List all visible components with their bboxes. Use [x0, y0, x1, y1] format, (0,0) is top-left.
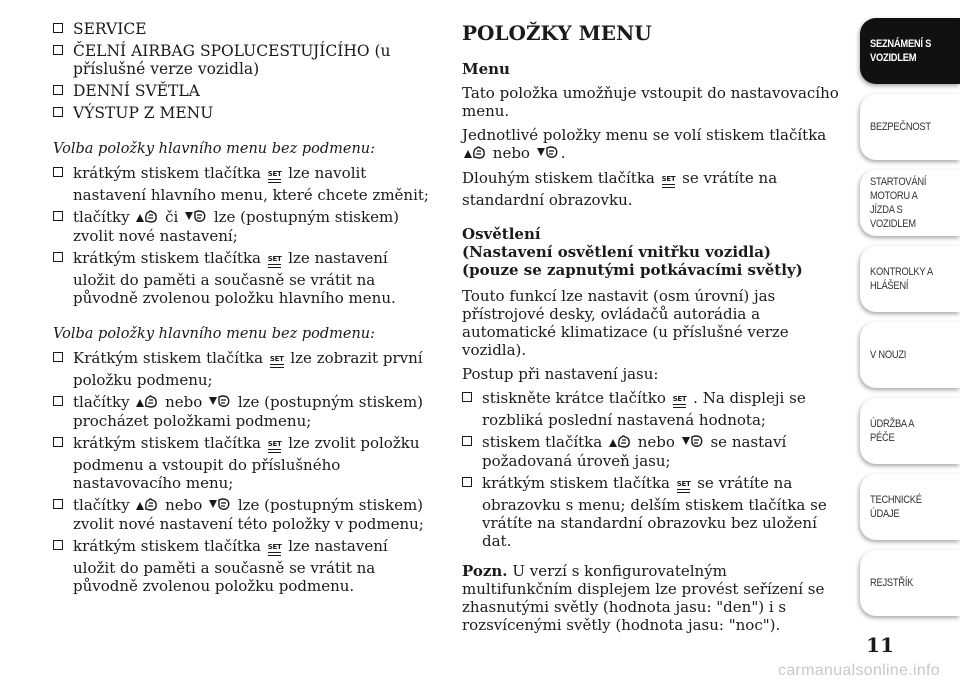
menu-list-item: [53, 82, 433, 100]
item-text: nebo: [632, 433, 680, 451]
down-button-icon: [207, 393, 233, 411]
item-text: krátkým stiskem tlačítka: [73, 164, 266, 182]
up-button-icon: [134, 393, 160, 411]
procedure-list: [462, 389, 842, 550]
item-text: krátkým stiskem tlačítka: [73, 537, 266, 555]
set-button-icon: SET: [660, 169, 678, 187]
text: (Nastavení osvětlení vnitřku vozidla): [462, 243, 772, 261]
checkbox-bullet-icon: [53, 252, 63, 262]
item-text: Krátkým stiskem tlačítka: [73, 349, 268, 367]
checkbox-bullet-icon: [53, 23, 63, 33]
set-button-icon: SET: [266, 164, 284, 182]
item-text: lze navolit nastavení hlavního menu, které chcete změnit;: [73, 164, 429, 204]
set-button-icon: SET: [671, 389, 689, 407]
item-text: lze (postupným stiskem) procházet položkami podmenu;: [73, 393, 424, 430]
watermark: carmanualsonline.info: [778, 662, 940, 679]
text: Dlouhým stiskem tlačítka: [462, 169, 655, 187]
item-text: krátkým stiskem tlačítka: [73, 249, 266, 267]
text: Jednotlivé položky menu se volí stiskem tlačítka: [462, 126, 827, 144]
text: Osvětlení: [462, 225, 541, 243]
right-column: [462, 20, 842, 640]
item-text: nebo: [160, 496, 208, 514]
item-text: lze (postupným stiskem) zvolit nové nastavení;: [73, 208, 400, 245]
item-text: lze nastavení uložit do paměti a současně se vrátit na původně zvolenou položku hlavního menu.: [73, 249, 396, 307]
item-text: krátkým stiskem tlačítka: [482, 474, 675, 492]
page-number: 11: [866, 633, 894, 657]
sidebar-tab[interactable]: [860, 550, 960, 616]
sidebar-tab-label: BEZPEČNOST: [870, 121, 931, 133]
sidebar-tab[interactable]: [860, 18, 960, 84]
item-text: se vrátíte na obrazovku s menu; delším stiskem tlačítka se vrátíte na standardní obrazovku bez uložení dat.: [482, 474, 827, 550]
checkbox-bullet-icon: [53, 540, 63, 550]
note-label: Pozn.: [462, 562, 508, 580]
procedure-item: [462, 389, 842, 429]
checkbox-bullet-icon: [462, 477, 472, 487]
item-text: nebo: [160, 393, 208, 411]
text: (pouze se zapnutými potkávacími světly): [462, 261, 803, 279]
text: se vrátíte na standardní obrazovku.: [462, 169, 778, 209]
down-button-icon: [680, 433, 706, 451]
sidebar-tab-label: V NOUZI: [870, 349, 907, 361]
menu-item-label: SERVICE: [73, 20, 147, 38]
menu-list-item: [53, 42, 433, 78]
checkbox-bullet-icon: [53, 107, 63, 117]
item-text: tlačítky: [73, 208, 135, 226]
set-button-icon: SET: [266, 249, 284, 267]
set-button-icon: SET: [675, 474, 693, 492]
checkbox-bullet-icon: [462, 436, 472, 446]
set-button-icon: SET: [266, 537, 284, 555]
item-text: stiskněte krátce tlačítko: [482, 389, 671, 407]
item-text: tlačítky: [73, 393, 135, 411]
item-text: lze zvolit položku podmenu a vstoupit do příslušného nastavovacího menu;: [73, 434, 420, 492]
section2-item: [53, 349, 433, 389]
illumination-subheading: [462, 225, 842, 279]
item-text: či: [160, 208, 184, 226]
down-button-icon: [183, 208, 209, 226]
paragraph-long-press: [462, 169, 842, 209]
set-button-icon: SET: [268, 349, 286, 367]
menu-item-label: VÝSTUP Z MENU: [73, 104, 214, 122]
paragraph-menu-select: [462, 126, 842, 163]
item-text: stiskem tlačítka: [482, 433, 607, 451]
paragraph-menu-intro: Tato položka umožňuje vstoupit do nastavovacího menu.: [462, 84, 839, 120]
text: nebo: [492, 144, 530, 162]
checkbox-bullet-icon: [53, 167, 63, 177]
item-text: krátkým stiskem tlačítka: [73, 434, 266, 452]
section2-item: [53, 496, 433, 533]
checkbox-bullet-icon: [462, 392, 472, 402]
sidebar-tab[interactable]: [860, 170, 960, 236]
procedure-item: [462, 474, 842, 550]
section1-list: [53, 164, 433, 307]
item-text: lze (postupným stiskem) zvolit nové nastavení této položky v podmenu;: [73, 496, 424, 533]
section1-item: [53, 208, 433, 245]
checkbox-bullet-icon: [53, 211, 63, 221]
sidebar-tab-label: TECHNICKÉ ÚDAJE: [870, 494, 922, 520]
chapter-sidebar: [860, 18, 960, 626]
up-button-icon: [462, 144, 488, 162]
item-text: lze zobrazit první položku podmenu;: [73, 349, 423, 389]
menu-item-label: ČELNÍ AIRBAG SPOLUCESTUJÍCÍHO (u příslušné verze vozidla): [73, 42, 391, 78]
note-text: U verzí s konfigurovatelným multifunkčním displejem lze provést seřízení se zhasnutými světly (hodnota jasu: "den") i s rozsvícenými světly (hodnota jasu: "noc").: [462, 562, 825, 634]
menu-subheading: Menu: [462, 60, 510, 78]
paragraph-procedure: Postup při nastavení jasu:: [462, 365, 659, 383]
section2-list: [53, 349, 433, 595]
menu-item-label: DENNÍ SVĚTLA: [73, 82, 200, 100]
down-button-icon: [535, 144, 561, 162]
checkbox-bullet-icon: [53, 437, 63, 447]
section1-heading: Volba položky hlavního menu bez podmenu:: [53, 141, 376, 157]
item-text: se nastaví požadovaná úroveň jasu;: [482, 433, 787, 470]
sidebar-tab-label: KONTROLKY A HLÁŠENÍ: [870, 266, 933, 292]
menu-items-list: [53, 20, 433, 122]
sidebar-tab-label: REJSTŘÍK: [870, 577, 914, 589]
sidebar-tab[interactable]: [860, 398, 960, 464]
section2-item: [53, 434, 433, 492]
note-paragraph: [462, 562, 842, 634]
sidebar-tab[interactable]: [860, 474, 960, 540]
sidebar-tab-label: SEZNÁMENÍ S VOZIDLEM: [870, 38, 932, 64]
sidebar-tab-label: ÚDRŽBA A PÉČE: [870, 418, 914, 444]
checkbox-bullet-icon: [53, 352, 63, 362]
item-text: . Na displeji se rozbliká poslední nastavená hodnota;: [482, 389, 806, 429]
page-title: POLOŽKY MENU: [462, 21, 652, 45]
set-button-icon: SET: [266, 434, 284, 452]
sidebar-tab[interactable]: [860, 322, 960, 388]
section2-item: [53, 393, 433, 430]
menu-list-item: [53, 20, 433, 38]
sidebar-tab[interactable]: [860, 94, 960, 160]
up-button-icon: [134, 496, 160, 514]
checkbox-bullet-icon: [53, 396, 63, 406]
section1-item: [53, 164, 433, 204]
left-column: [53, 20, 433, 599]
item-text: lze nastavení uložit do paměti a současně se vrátit na původně zvolenou položku podmenu.: [73, 537, 388, 595]
paragraph-illumination: Touto funkcí lze nastavit (osm úrovní) jas přístrojové desky, ovládačů autorádia a automatické klimatizace (u příslušné verze vozidla).: [462, 287, 789, 359]
checkbox-bullet-icon: [53, 85, 63, 95]
sidebar-tab[interactable]: [860, 246, 960, 312]
item-text: tlačítky: [73, 496, 135, 514]
up-button-icon: [134, 208, 160, 226]
menu-list-item: [53, 104, 433, 122]
checkbox-bullet-icon: [53, 499, 63, 509]
down-button-icon: [207, 496, 233, 514]
section2-item: [53, 537, 433, 595]
section1-item: [53, 249, 433, 307]
up-button-icon: [607, 433, 633, 451]
procedure-item: [462, 433, 842, 470]
section2-heading: Volba položky hlavního menu bez podmenu:: [53, 326, 376, 342]
sidebar-tab-label: STARTOVÁNÍ MOTORU A JÍZDA S VOZIDLEM: [870, 176, 927, 230]
checkbox-bullet-icon: [53, 45, 63, 55]
text: .: [560, 144, 566, 162]
